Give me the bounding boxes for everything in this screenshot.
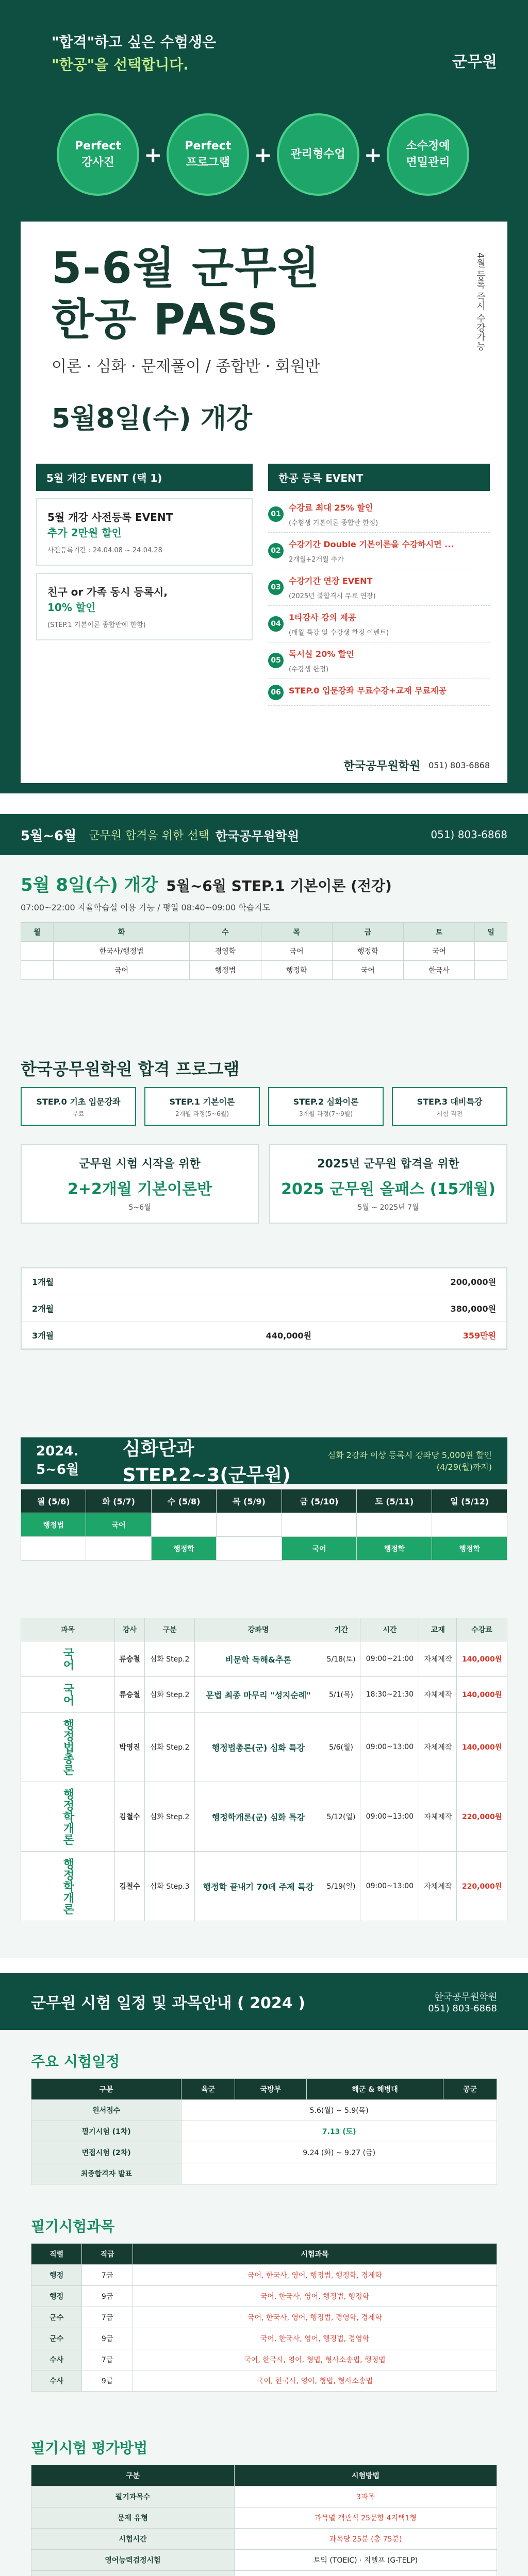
plus-icon: + bbox=[364, 142, 382, 167]
weekly-calendar: 월 화 수 목 금 토 일 한국사/행정법 경영학 국어 행정학 국어 국어 행정법 행정학 국어 한국사 bbox=[21, 922, 507, 980]
course-week-table: 월 (5/6) 화 (5/7) 수 (5/8) 목 (5/9) 금 (5/10) 토 (5/11) 일 (5/12) 행정법 국어 행정학 국어 행정학 행정학 bbox=[21, 1489, 507, 1561]
price-row: 2개월 380,000원 bbox=[22, 1295, 506, 1322]
table-row: 최종합격자 발표 bbox=[31, 2163, 497, 2184]
title-line1: 5-6월 군무원 bbox=[52, 243, 321, 293]
table-row: 행정학개론 김철수 심화 Step.2 행정학개론(군) 심화 특강 5/12(일) 09:00~13:00 자체제작 220,000원 bbox=[21, 1782, 507, 1852]
event-item: 04 1타강사 강의 제공 (매월 특강 및 수강생 한정 이벤트) bbox=[268, 606, 490, 642]
exam-subjects: 필기시험과목 직렬 직급 시험과목 행정 7급 국어, 한국사, 영어, 행정법, 행정학, 경제학 행정 9급 국어, 한국사, 영어, 행정법, 행정학 군수 7급 국어, 한국사, 영어, 행정법, 경영학, 경제학 군수 9급 국어, 한국사, 영어, 행정법, 경영학 수사 7급 국어, 한국사, 영어, 형법, 형사소송법, 행정법 수사 9급 국어, 한국사, 영어, 형법, 형사소송법 bbox=[31, 2215, 497, 2392]
exam-phone[interactable]: 051) 803-6868 bbox=[428, 2003, 497, 2014]
hero-subtitle: 이론 · 심화 · 문제풀이 / 종합반 · 회원반 bbox=[52, 358, 320, 376]
event-left-header: 5월 개강 EVENT (택 1) bbox=[36, 464, 253, 491]
plus-icon: + bbox=[144, 142, 162, 167]
perfect-program: Perfect 프로그램 bbox=[167, 113, 249, 196]
exam-info-section bbox=[0, 1973, 528, 2576]
event-left bbox=[36, 464, 253, 752]
course-title-bar: 2024. 5~6월 심화단과 STEP.2~3(군무원) 심화 2강좌 이상 등록시 강좌당 5,000원 할인 (4/29(월)까지) bbox=[21, 1437, 507, 1484]
hero-brand: 군무원 bbox=[452, 53, 497, 71]
exam-evaluation: 필기시험 평가방법 구분 시험방법 필기과목수 3과목 문제 유형 과목별 객관식 25문항 4지택1형 시험시간 과목당 25분 (총 75분) 영어능력검정시험 토익 (TOEIC) · 지텔프 (G-TELP) bbox=[31, 2437, 497, 2576]
table-row: 수사 7급 국어, 한국사, 영어, 형법, 형사소송법, 행정법 bbox=[31, 2349, 497, 2370]
event-item: 01 수강료 최대 25% 할인 (수험생 기본이론 종합반 한정) bbox=[268, 496, 490, 533]
table-row: 행정학개론 김철수 심화 Step.3 행정학 끝내기 70데 주제 특강 5/19(일) 09:00~13:00 자체제작 220,000원 bbox=[21, 1852, 507, 1921]
table-row: 군수 7급 국어, 한국사, 영어, 행정법, 경영학, 경제학 bbox=[31, 2307, 497, 2328]
program-steps bbox=[21, 1087, 507, 1126]
open-date: 5월8일(수) 개강 bbox=[52, 403, 253, 434]
quote-line2: "한공"을 선택합니다. bbox=[52, 56, 189, 73]
table-row: 원서접수 5.6(월) ~ 5.9(목) bbox=[31, 2100, 497, 2121]
side-note: 4월 등록 즉시 수강가능 bbox=[475, 252, 486, 351]
table-row: 행정학 국어 행정학 행정학 bbox=[21, 1537, 507, 1561]
event-friend-family: 친구 or 가족 동시 등록시, 10% 할인 (STEP.1 기본이론 종합반에 한함) bbox=[36, 573, 253, 640]
plus-icon: + bbox=[254, 142, 272, 167]
table-row: 필기시험 (1차) 7.13 (토) bbox=[31, 2121, 497, 2142]
event-item: 02 수강기간 Double 기본이론을 수강하시면 ... 2개월+2개월 추가 bbox=[268, 533, 490, 569]
perfect-faculty: Perfect 강사진 bbox=[57, 113, 139, 196]
price-row: 1개월 200,000원 bbox=[22, 1268, 506, 1295]
title-line2: 한공 PASS bbox=[52, 294, 279, 345]
academy-phone[interactable]: 051) 803-6868 bbox=[428, 760, 490, 770]
hero-headline bbox=[52, 242, 474, 448]
table-row: 수사 9급 국어, 한국사, 영어, 형법, 형사소송법 bbox=[31, 2370, 497, 2392]
table-row: 필기과목수 3과목 bbox=[31, 2486, 497, 2507]
hero-section bbox=[0, 0, 528, 793]
table-row: 행정법 국어 bbox=[21, 1513, 507, 1537]
exam-bar: 군무원 시험 일정 및 과목안내 ( 2024 ) 한국공무원학원 051) 803-6868 bbox=[0, 1973, 528, 2030]
event-right bbox=[268, 464, 490, 752]
table-row: 한국사/행정법 경영학 국어 행정학 국어 bbox=[21, 942, 507, 961]
quote-line1: "합격"하고 싶은 수험생은 bbox=[52, 33, 217, 50]
hero-quote bbox=[52, 31, 216, 76]
table-row: 군수 9급 국어, 한국사, 영어, 행정법, 경영학 bbox=[31, 2328, 497, 2349]
perfect-row bbox=[57, 118, 469, 191]
table-row: 시험시간 과목당 25분 (총 75분) bbox=[31, 2529, 497, 2550]
event-item: 06 STEP.0 입문강좌 무료수강+교재 무료제공 bbox=[268, 679, 490, 706]
table-row: 국어 류승철 심화 Step.2 비문학 독해&추론 5/18(토) 09:00~21:00 자체제작 140,000원 bbox=[21, 1641, 507, 1677]
schedule-intro: 5월 8일(수) 개강 5월~6월 STEP.1 기본이론 (전강) 07:00~22:00 자율학습실 이용 가능 / 평일 08:40~09:00 학습지도 bbox=[21, 875, 392, 912]
step-3[interactable]: STEP.3 대비특강 시험 직전 bbox=[392, 1087, 507, 1126]
small-group: 소수정예 면밀관리 bbox=[387, 113, 469, 196]
table-row: 행정법총론 박영진 심화 Step.2 행정법총론(군) 심화 특강 5/6(월) 09:00~13:00 자체제작 140,000원 bbox=[21, 1713, 507, 1782]
step-1[interactable]: STEP.1 기본이론 2개월 과정(5~6월) bbox=[144, 1087, 260, 1126]
table-row: 문제 유형 과목별 객관식 25문항 4지택1형 bbox=[31, 2507, 497, 2529]
exam-schedule: 주요 시험일정 구분 육군 국방부 해군 & 해병대 공군 원서접수 5.6(월) ~ 5.9(목) 필기시험 (1차) 7.13 (토) 면접시험 (2차) 9.24 (화) ~ 9.27 (금) 최종합격자 발표 bbox=[31, 2050, 497, 2184]
table-row: 국어 행정법 행정학 국어 한국사 bbox=[21, 961, 507, 980]
table-row: 국어 류승철 심화 Step.2 문법 최종 마무리 "성지순례" 5/1(목) 18:30~21:30 자체제작 140,000원 bbox=[21, 1677, 507, 1713]
table-row bbox=[31, 2571, 497, 2576]
schedule-bar: 5월~6월 군무원 합격을 위한 선택 한국공무원학원 051) 803-6868 bbox=[0, 814, 528, 855]
event-right-header: 한공 등록 EVENT bbox=[268, 464, 490, 491]
academy-name: 한국공무원학원 bbox=[343, 760, 421, 773]
event-list bbox=[268, 496, 490, 706]
price-box bbox=[21, 1267, 507, 1350]
hero-card bbox=[21, 222, 507, 783]
schedule-phone[interactable]: 051) 803-6868 bbox=[431, 828, 507, 841]
table-row: 행정 7급 국어, 한국사, 영어, 행정법, 행정학, 경제학 bbox=[31, 2265, 497, 2286]
price-row: 3개월 440,000원 359만원 bbox=[22, 1322, 506, 1349]
hero-footer bbox=[268, 757, 490, 773]
table-row: 영어능력검정시험 토익 (TOEIC) · 지텔프 (G-TELP) bbox=[31, 2550, 497, 2571]
table-row: 행정 9급 국어, 한국사, 영어, 행정법, 행정학 bbox=[31, 2286, 497, 2307]
program-cards bbox=[21, 1144, 507, 1224]
lecture-table: 과목 강사 구분 강좌명 기간 시간 교재 수강료 국어 류승철 심화 Step.2 비문학 독해&추론 5/18(토) 09:00~21:00 자체제작 140,000원 국어 류승철 심화 Step.2 문법 최종 마무리 "성지순례" 5/1(목) 18:30~21:30 자체제작 140,000원 행정법총론 박영진 심화 Step.2 행정법총론(군) 심화 특강 5/6(월) 09:00~13:00 자체제작 140,000원 행정학개론 김철수 심화 Step.2 행정학개론(군) 심화 특강 5/12(일) 09:00~13:00 자체제작 220,000원 행정학개론 김철수 심화 Step.3 행정학 끝내기 70데 주제 특강 5/19(일) 09:00~13:00 자체제작 220,000원 bbox=[21, 1618, 507, 1921]
event-item: 03 수강기간 연장 EVENT (2025년 불합격시 무료 연장) bbox=[268, 569, 490, 606]
event-early-reg: 5월 개강 사전등록 EVENT 추가 2만원 할인 사전등록기간 : 24.04.08 ~ 24.04.28 bbox=[36, 498, 253, 566]
step-0[interactable]: STEP.0 기초 입문강좌 무료 bbox=[21, 1087, 136, 1126]
managed-class: 관리형수업 bbox=[277, 113, 359, 196]
event-item: 05 독서실 20% 할인 (수강생 한정) bbox=[268, 642, 490, 679]
allpass-card: 2025년 군무원 합격을 위한 2025 군무원 올패스 (15개월) 5월 ~ 2025년 7월 bbox=[269, 1144, 507, 1224]
step-2[interactable]: STEP.2 심화이론 3개월 과정(7~9월) bbox=[268, 1087, 384, 1126]
basic-course-card: 군무원 시험 시작을 위한 2+2개월 기본이론반 5~6월 bbox=[21, 1144, 259, 1224]
schedule-section bbox=[0, 814, 528, 1958]
program-title: 한국공무원학원 합격 프로그램 bbox=[21, 1059, 240, 1079]
table-row: 면접시험 (2차) 9.24 (화) ~ 9.27 (금) bbox=[31, 2142, 497, 2163]
